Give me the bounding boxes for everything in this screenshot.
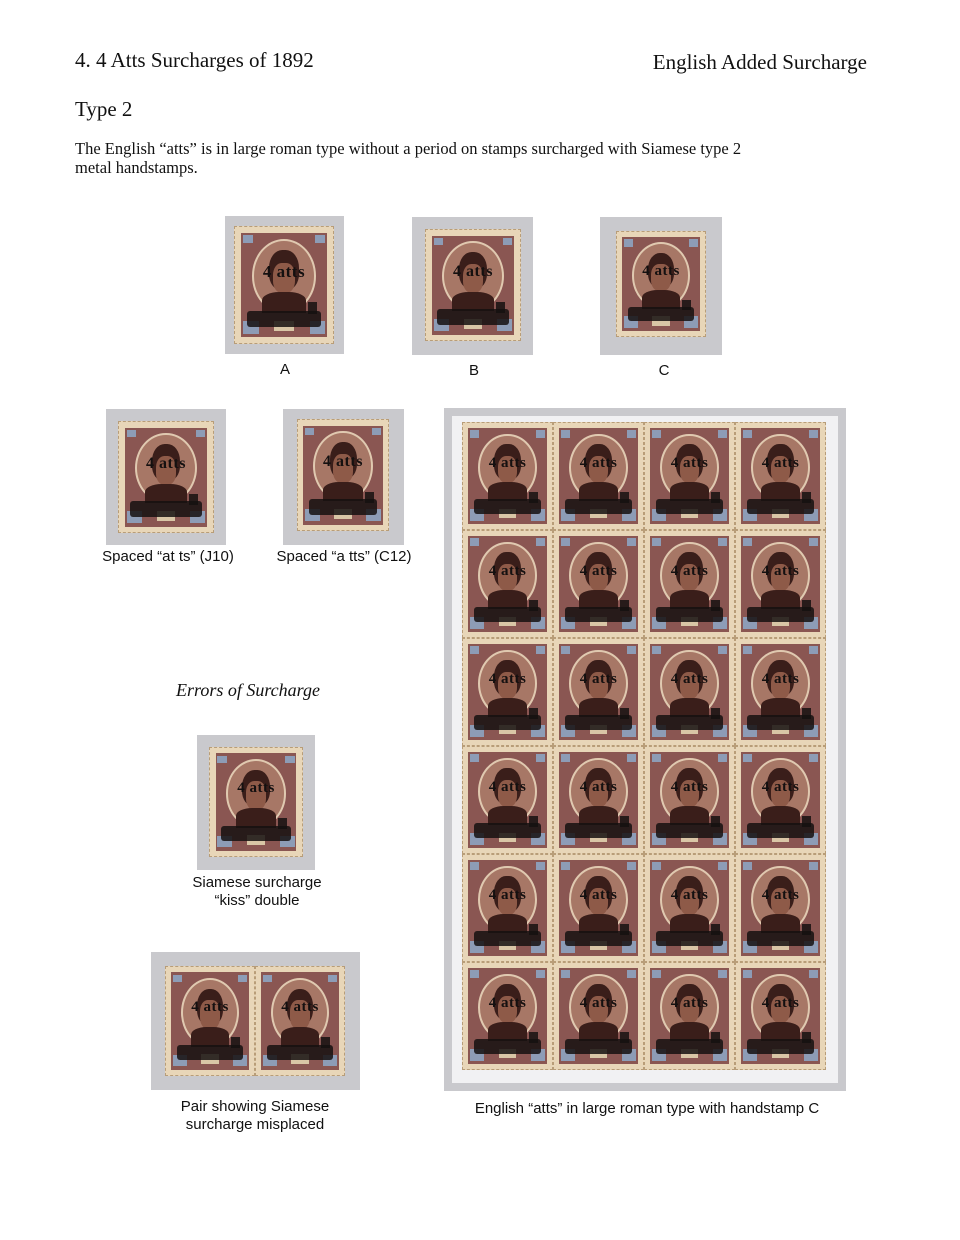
english-overprint: 4 atts bbox=[579, 778, 618, 795]
block-stamp bbox=[553, 962, 644, 1070]
stamp-b bbox=[425, 229, 521, 341]
block-stamp bbox=[735, 422, 826, 530]
siamese-handstamp-mark bbox=[802, 1032, 811, 1043]
siamese-handstamp-mark bbox=[529, 1032, 538, 1043]
corner-ornament-right bbox=[627, 646, 636, 653]
corner-ornament-right bbox=[315, 235, 325, 243]
siamese-handstamp-mark bbox=[802, 924, 811, 935]
errors-heading: Errors of Surcharge bbox=[176, 680, 320, 700]
siamese-handstamp-mark bbox=[620, 600, 629, 611]
block-stamp bbox=[462, 530, 553, 638]
corner-ornament-left bbox=[561, 970, 570, 977]
corner-ornament-left bbox=[743, 862, 752, 869]
portrait-coat bbox=[236, 808, 276, 827]
english-overprint: 4 atts bbox=[453, 263, 493, 280]
siamese-handstamp-mark bbox=[529, 708, 538, 719]
corner-ornament-right bbox=[809, 646, 818, 653]
english-overprint: 4 atts bbox=[642, 263, 680, 280]
corner-ornament-left bbox=[305, 428, 314, 436]
siamese-handstamp-mark bbox=[529, 816, 538, 827]
stamp-c bbox=[616, 231, 706, 337]
corner-ornament-left bbox=[743, 430, 752, 437]
stamp-kiss-double bbox=[209, 747, 303, 857]
siamese-handstamp-mark bbox=[231, 1037, 240, 1048]
english-overprint: 4 atts bbox=[670, 454, 709, 471]
english-overprint: 4 atts bbox=[579, 886, 618, 903]
siamese-handstamp-mark bbox=[189, 494, 198, 505]
stamp-mount-a bbox=[225, 216, 344, 354]
caption-pair-line-1: Pair showing Siamese bbox=[180, 1098, 330, 1115]
corner-ornament-right bbox=[503, 238, 512, 246]
stamp-mount-c bbox=[600, 217, 722, 355]
stamp-mount-block bbox=[444, 408, 846, 1091]
corner-ornament-right bbox=[718, 430, 727, 437]
block-stamp bbox=[644, 422, 735, 530]
english-overprint: 4 atts bbox=[761, 886, 800, 903]
english-overprint: 4 atts bbox=[488, 454, 527, 471]
corner-ornament-right bbox=[809, 538, 818, 545]
portrait-coat bbox=[191, 1027, 230, 1046]
siamese-handstamp-mark bbox=[529, 600, 538, 611]
siamese-handstamp-mark bbox=[682, 300, 691, 310]
block-stamp bbox=[553, 422, 644, 530]
stamp-spaced-at-ts bbox=[118, 421, 214, 533]
corner-ornament-right bbox=[718, 862, 727, 869]
block-stamp bbox=[553, 854, 644, 962]
stamp-mount-pair bbox=[151, 952, 360, 1090]
english-overprint: 4 atts bbox=[579, 562, 618, 579]
block-stamp bbox=[735, 638, 826, 746]
english-overprint: 4 atts bbox=[488, 562, 527, 579]
corner-ornament-left bbox=[434, 238, 443, 246]
corner-ornament-left bbox=[624, 239, 633, 246]
corner-ornament-left bbox=[127, 430, 136, 438]
caption-pair bbox=[135, 1098, 375, 1134]
stamp-block bbox=[462, 422, 826, 1070]
caption-spaced-at-ts: Spaced “at ts” (J10) bbox=[102, 548, 234, 565]
corner-ornament-left bbox=[470, 970, 479, 977]
english-overprint: 4 atts bbox=[761, 670, 800, 687]
corner-ornament-left bbox=[743, 646, 752, 653]
corner-ornament-right bbox=[536, 430, 545, 437]
block-stamp bbox=[553, 746, 644, 854]
siamese-handstamp-mark bbox=[711, 816, 720, 827]
siamese-handstamp-mark bbox=[802, 492, 811, 503]
page-title: 4. 4 Atts Surcharges of 1892 bbox=[75, 48, 314, 72]
corner-ornament-right bbox=[627, 538, 636, 545]
english-overprint: 4 atts bbox=[761, 562, 800, 579]
block-stamp bbox=[462, 962, 553, 1070]
portrait-coat bbox=[262, 292, 305, 313]
caption-pair-line-2: surcharge misplaced bbox=[185, 1116, 325, 1133]
corner-ornament-left bbox=[652, 646, 661, 653]
corner-ornament-right bbox=[372, 428, 381, 436]
section-title: Type 2 bbox=[75, 97, 133, 121]
siamese-handstamp-mark bbox=[529, 492, 538, 503]
english-overprint: 4 atts bbox=[579, 454, 618, 471]
corner-ornament-right bbox=[536, 754, 545, 761]
corner-ornament-right bbox=[809, 970, 818, 977]
corner-ornament-right bbox=[536, 538, 545, 545]
caption-kiss-line-2: “kiss” double bbox=[214, 892, 300, 909]
corner-ornament-left bbox=[652, 970, 661, 977]
corner-ornament-left bbox=[263, 975, 272, 983]
corner-ornament-right bbox=[809, 862, 818, 869]
siamese-handstamp-mark bbox=[711, 1032, 720, 1043]
caption-b: B bbox=[468, 362, 479, 379]
corner-ornament-left bbox=[470, 430, 479, 437]
corner-ornament-right bbox=[809, 430, 818, 437]
corner-ornament-right bbox=[718, 970, 727, 977]
english-overprint: 4 atts bbox=[670, 562, 709, 579]
block-stamp bbox=[462, 746, 553, 854]
block-stamp bbox=[553, 638, 644, 746]
stamp-mount-kiss-double bbox=[197, 735, 315, 870]
english-overprint: 4 atts bbox=[579, 994, 618, 1011]
caption-c: C bbox=[658, 362, 670, 379]
siamese-handstamp-mark bbox=[620, 492, 629, 503]
english-overprint: 4 atts bbox=[262, 261, 306, 281]
stamp-pair-right bbox=[255, 966, 345, 1076]
caption-kiss-line-1: Siamese surcharge bbox=[192, 874, 322, 891]
siamese-handstamp-mark bbox=[802, 600, 811, 611]
corner-ornament-right bbox=[627, 970, 636, 977]
block-stamp bbox=[644, 854, 735, 962]
caption-block: English “atts” in large roman type with handstamp C bbox=[474, 1100, 820, 1117]
siamese-handstamp-mark bbox=[620, 924, 629, 935]
corner-ornament-left bbox=[470, 862, 479, 869]
siamese-handstamp-mark bbox=[496, 302, 505, 313]
corner-ornament-left bbox=[243, 235, 253, 243]
corner-ornament-left bbox=[470, 646, 479, 653]
siamese-handstamp-mark bbox=[802, 708, 811, 719]
siamese-handstamp-mark bbox=[620, 816, 629, 827]
corner-ornament-right bbox=[196, 430, 205, 438]
stamp-a bbox=[234, 226, 334, 344]
english-overprint: 4 atts bbox=[761, 994, 800, 1011]
block-stamp bbox=[735, 854, 826, 962]
corner-ornament-right bbox=[536, 970, 545, 977]
english-overprint: 4 atts bbox=[191, 999, 229, 1016]
english-overprint: 4 atts bbox=[323, 453, 363, 470]
corner-ornament-left bbox=[743, 970, 752, 977]
page-subject: English Added Surcharge bbox=[652, 50, 867, 74]
block-stamp bbox=[462, 422, 553, 530]
corner-ornament-right bbox=[285, 756, 294, 764]
english-overprint: 4 atts bbox=[488, 886, 527, 903]
english-overprint: 4 atts bbox=[579, 670, 618, 687]
english-overprint: 4 atts bbox=[670, 994, 709, 1011]
corner-ornament-left bbox=[561, 862, 570, 869]
siamese-handstamp-mark bbox=[365, 492, 374, 503]
intro-line-1: The English “atts” is in large roman type without a period on stamps surcharged with Siamese type 2 bbox=[75, 139, 742, 158]
stamp-spaced-a-tts bbox=[297, 419, 389, 531]
block-stamp bbox=[735, 530, 826, 638]
stamp-mount-spaced-a-tts bbox=[283, 409, 404, 545]
corner-ornament-right bbox=[536, 646, 545, 653]
block-stamp bbox=[644, 638, 735, 746]
portrait-coat bbox=[281, 1027, 320, 1046]
english-overprint: 4 atts bbox=[670, 886, 709, 903]
corner-ornament-left bbox=[743, 538, 752, 545]
corner-ornament-right bbox=[627, 754, 636, 761]
block-stamp bbox=[553, 530, 644, 638]
block-stamp bbox=[735, 746, 826, 854]
siamese-handstamp-mark bbox=[308, 302, 318, 314]
corner-ornament-right bbox=[718, 538, 727, 545]
siamese-handstamp-mark bbox=[711, 708, 720, 719]
stamp-mount-b bbox=[412, 217, 533, 355]
siamese-handstamp-mark bbox=[278, 818, 287, 829]
block-stamp bbox=[644, 746, 735, 854]
block-stamp bbox=[735, 962, 826, 1070]
corner-ornament-right bbox=[536, 862, 545, 869]
siamese-handstamp-mark bbox=[711, 924, 720, 935]
intro-line-2: metal handstamps. bbox=[75, 158, 198, 177]
corner-ornament-left bbox=[561, 646, 570, 653]
caption-spaced-a-tts: Spaced “a tts” (C12) bbox=[276, 548, 412, 565]
siamese-handstamp-mark bbox=[620, 1032, 629, 1043]
intro-text bbox=[75, 139, 895, 177]
corner-ornament-left bbox=[561, 538, 570, 545]
corner-ornament-left bbox=[561, 430, 570, 437]
english-overprint: 4 atts bbox=[761, 778, 800, 795]
corner-ornament-left bbox=[743, 754, 752, 761]
caption-a: A bbox=[279, 361, 290, 378]
siamese-handstamp-mark bbox=[529, 924, 538, 935]
corner-ornament-left bbox=[652, 754, 661, 761]
block-stamp bbox=[644, 962, 735, 1070]
corner-ornament-right bbox=[627, 862, 636, 869]
english-overprint: 4 atts bbox=[488, 778, 527, 795]
corner-ornament-right bbox=[718, 754, 727, 761]
english-overprint: 4 atts bbox=[670, 670, 709, 687]
corner-ornament-right bbox=[238, 975, 247, 983]
siamese-handstamp-mark bbox=[711, 492, 720, 503]
corner-ornament-left bbox=[173, 975, 182, 983]
english-overprint: 4 atts bbox=[237, 780, 275, 797]
corner-ornament-right bbox=[809, 754, 818, 761]
corner-ornament-left bbox=[652, 430, 661, 437]
block-stamp bbox=[462, 854, 553, 962]
siamese-handstamp-mark bbox=[321, 1037, 330, 1048]
stamp-mount-spaced-at-ts bbox=[106, 409, 226, 545]
siamese-handstamp-mark bbox=[620, 708, 629, 719]
corner-ornament-right bbox=[718, 646, 727, 653]
corner-ornament-left bbox=[652, 862, 661, 869]
siamese-handstamp-mark bbox=[802, 816, 811, 827]
corner-ornament-left bbox=[470, 754, 479, 761]
corner-ornament-left bbox=[470, 538, 479, 545]
corner-ornament-left bbox=[217, 756, 226, 764]
english-overprint: 4 atts bbox=[670, 778, 709, 795]
english-overprint: 4 atts bbox=[488, 670, 527, 687]
english-overprint: 4 atts bbox=[488, 994, 527, 1011]
caption-kiss-double bbox=[157, 874, 357, 910]
corner-ornament-left bbox=[561, 754, 570, 761]
corner-ornament-right bbox=[627, 430, 636, 437]
english-overprint: 4 atts bbox=[761, 454, 800, 471]
stamp-pair-left bbox=[165, 966, 255, 1076]
english-overprint: 4 atts bbox=[146, 455, 186, 472]
siamese-handstamp-mark bbox=[711, 600, 720, 611]
corner-ornament-left bbox=[652, 538, 661, 545]
english-overprint: 4 atts bbox=[281, 999, 319, 1016]
block-stamp bbox=[462, 638, 553, 746]
block-stamp bbox=[644, 530, 735, 638]
corner-ornament-right bbox=[328, 975, 337, 983]
corner-ornament-right bbox=[689, 239, 698, 246]
